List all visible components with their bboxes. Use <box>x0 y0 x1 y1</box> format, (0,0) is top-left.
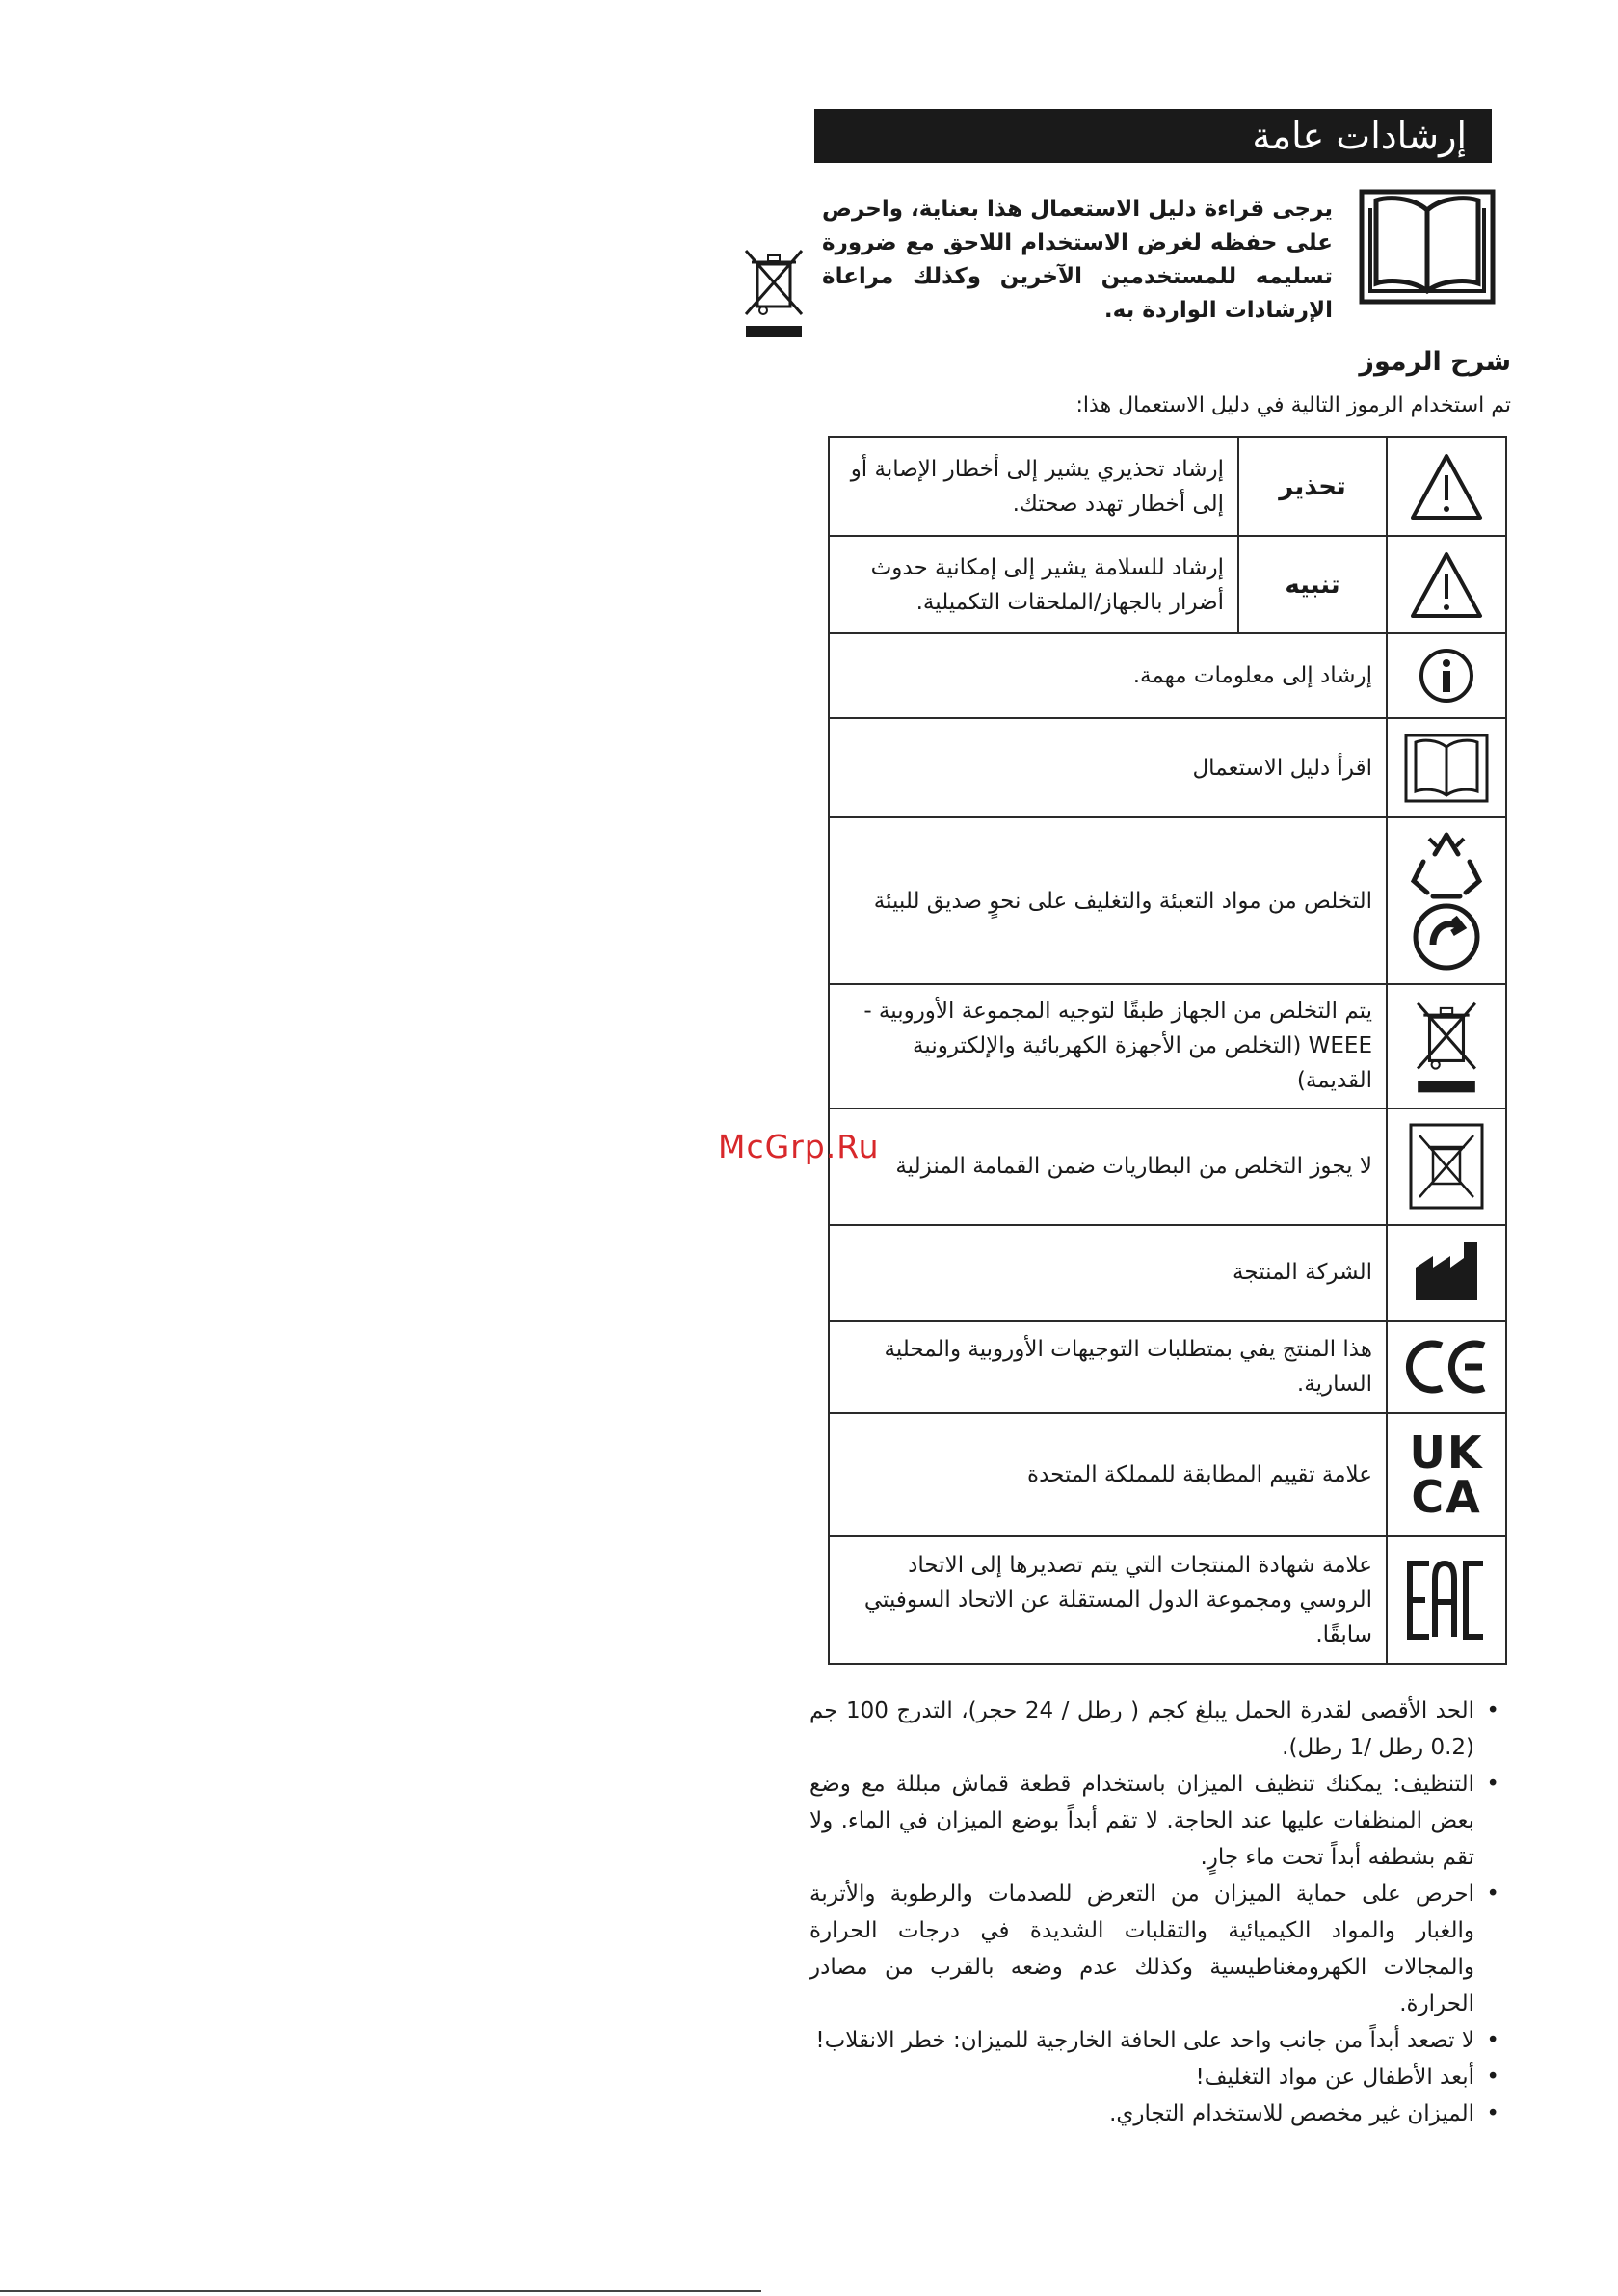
read-manual-icon <box>1359 189 1496 305</box>
table-row <box>829 1536 1506 1664</box>
symbol-label: تحذير <box>1238 437 1387 536</box>
caution-triangle-icon <box>1409 550 1484 620</box>
icon-cell <box>1387 1413 1506 1536</box>
table-row <box>829 817 1506 984</box>
symbol-description: إرشاد للسلامة يشير إلى إمكانية حدوث أضرار بالجهاز/الملحقات التكميلية. <box>829 536 1238 633</box>
symbol-description: لا يجوز التخلص من البطاريات ضمن القمامة المنزلية <box>829 1108 1387 1225</box>
table-row <box>829 1225 1506 1321</box>
symbol-description: الشركة المنتجة <box>829 1225 1387 1321</box>
symbols-intro: تم استخدام الرموز التالية في دليل الاستعمال هذا: <box>1075 393 1511 417</box>
symbol-description: إرشاد تحذيري يشير إلى أخطار الإصابة أو إلى أخطار تهدد صحتك. <box>829 437 1238 536</box>
table-row <box>829 718 1506 817</box>
symbol-description: إرشاد إلى معلومات مهمة. <box>829 633 1387 718</box>
icon-cell <box>1387 536 1506 633</box>
symbols-table <box>828 436 1507 1665</box>
list-item: • لا تصعد أبداً من جانب واحد على الحافة الخارجية للميزان: خطر الانقلاب! <box>809 2022 1474 2059</box>
section-header <box>814 109 1492 163</box>
battery-disposal-icon <box>1408 1122 1485 1211</box>
icon-cell <box>1387 984 1506 1108</box>
section-title: إرشادات عامة <box>1252 115 1467 157</box>
icon-cell <box>1387 633 1506 718</box>
ukca-mark-line: UK <box>1409 1426 1484 1479</box>
watermark: McGrp.Ru <box>718 1128 880 1165</box>
symbol-description: اقرأ دليل الاستعمال <box>829 718 1387 817</box>
eac-mark-icon <box>1406 1560 1487 1641</box>
list-item: • احرص على حماية الميزان من التعرض للصدمات والرطوبة والأتربة والغبار والمواد الكيميائية والتقلبات الشديدة في درجات الحرارة والمجالات الكهرومغناطيسية وكذلك عدم وضعه بالقرب من مصادر الحرارة. <box>809 1876 1474 2022</box>
symbol-description: علامة تقييم المطابقة للمملكة المتحدة <box>829 1413 1387 1536</box>
icon-cell <box>1387 437 1506 536</box>
table-row <box>829 536 1506 633</box>
symbol-description: علامة شهادة المنتجات التي يتم تصديرها إلى الاتحاد الروسي ومجموعة الدول المستقلة عن الاتحاد السوفيتي سابقًا. <box>829 1536 1387 1664</box>
page-divider <box>0 2290 761 2292</box>
table-row <box>829 633 1506 718</box>
icon-cell <box>1387 718 1506 817</box>
list-item: • التنظيف: يمكنك تنظيف الميزان باستخدام قطعة قماش مبللة مع وضع بعض المنظفات عليها عند الحاجة. لا تقم أبداً بوضع الميزان في الماء. ولا تقم بشطفه أبداً تحت ماء جارٍ. <box>809 1766 1474 1876</box>
symbol-description: يتم التخلص من الجهاز طبقًا لتوجيه المجموعة الأوروبية - WEEE (التخلص من الأجهزة الكهربائية والإلكترونية القديمة) <box>829 984 1387 1108</box>
ce-mark-icon <box>1403 1338 1490 1396</box>
symbol-label: تنبيه <box>1238 536 1387 633</box>
icon-cell <box>1387 1108 1506 1225</box>
symbols-heading: شرح الرموز <box>1359 347 1511 377</box>
symbol-description: التخلص من مواد التعبئة والتغليف على نحوٍ صديق للبيئة <box>829 817 1387 984</box>
warning-triangle-icon <box>1409 452 1484 521</box>
list-item: • الميزان غير مخصص للاستخدام التجاري. <box>809 2096 1474 2132</box>
table-row <box>829 1108 1506 1225</box>
weee-bin-icon <box>1412 994 1481 1098</box>
list-item: • الحد الأقصى لقدرة الحمل يبلغ كجم ( رطل / 24 حجر)، التدرج 100 جم (0.2 رطل /1 رطل). <box>809 1693 1474 1766</box>
icon-cell <box>1387 1225 1506 1321</box>
symbol-description: هذا المنتج يفي بمتطلبات التوجيهات الأوروبية والمحلية السارية. <box>829 1321 1387 1413</box>
ukca-mark-line: CA <box>1411 1470 1482 1523</box>
intro-paragraph: يرجى قراءة دليل الاستعمال هذا بعناية، واحرص على حفظه لغرض الاستخدام اللاحق مع ضرورة تسليمه للمستخدمين الآخرين وكذلك مراعاة الإرشادات الواردة به. <box>822 197 1333 323</box>
recycling-icon <box>1408 829 1485 974</box>
icon-cell <box>1387 1536 1506 1664</box>
weee-bin-icon <box>740 243 808 341</box>
table-row <box>829 437 1506 536</box>
notes-list <box>809 1693 1499 2132</box>
list-item: • أبعد الأطفال عن مواد التغليف! <box>809 2059 1474 2096</box>
info-icon <box>1418 647 1475 705</box>
table-row <box>829 1413 1506 1536</box>
ukca-mark-icon <box>1388 1426 1505 1523</box>
table-row <box>829 1321 1506 1413</box>
icon-cell <box>1387 817 1506 984</box>
read-manual-icon <box>1404 734 1489 803</box>
table-row <box>829 984 1506 1108</box>
manufacturer-icon <box>1412 1241 1481 1304</box>
icon-cell <box>1387 1321 1506 1413</box>
